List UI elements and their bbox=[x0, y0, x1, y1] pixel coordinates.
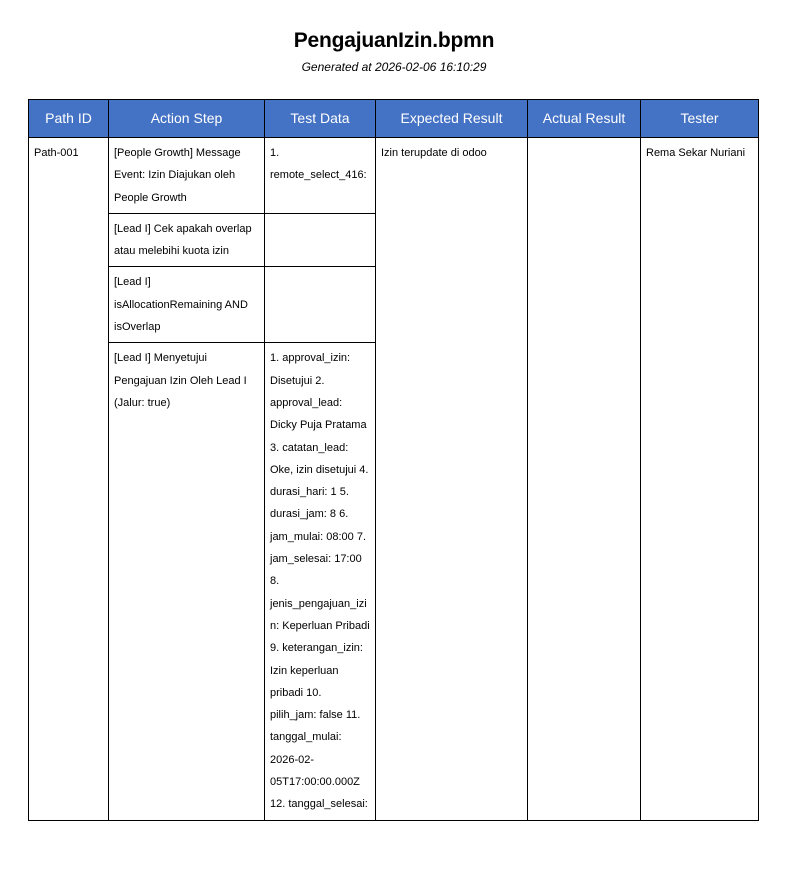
cell-action-step: [Lead I] Cek apakah overlap atau melebihi kuota izin bbox=[109, 213, 265, 267]
table-body bbox=[29, 138, 759, 821]
cell-tester: Rema Sekar Nuriani bbox=[641, 138, 759, 821]
cell-test-data bbox=[265, 213, 376, 267]
cell-path-id: Path-001 bbox=[29, 138, 109, 821]
cell-action-step: [Lead I] isAllocationRemaining AND isOverlap bbox=[109, 267, 265, 343]
cell-test-data bbox=[265, 267, 376, 343]
cell-test-data: 1. approval_izin: Disetujui 2. approval_lead: Dicky Puja Pratama 3. catatan_lead: Oke, izin disetujui 4. durasi_hari: 1 5. durasi_jam: 8 6. jam_mulai: 08:00 7. jam_selesai: 17:00 8. jenis_pengajuan_izin: Keperluan Pribadi 9. keterangan_izin: Izin keperluan pribadi 10. pilih_jam: false 11. tanggal_mulai: 2026-02-05T17:00:00.000Z 12. tanggal_selesai: bbox=[265, 343, 376, 820]
generated-timestamp: Generated at 2026-02-06 16:10:29 bbox=[301, 60, 487, 74]
page-title: PengajuanIzin.bpmn bbox=[293, 29, 495, 52]
table-header bbox=[29, 100, 759, 138]
table-header-row bbox=[29, 100, 759, 138]
column-header-path-id: Path ID bbox=[29, 100, 109, 138]
cell-action-step: [Lead I] Menyetujui Pengajuan Izin Oleh Lead I (Jalur: true) bbox=[109, 343, 265, 820]
cell-action-step: [People Growth] Message Event: Izin Diajukan oleh People Growth bbox=[109, 138, 265, 214]
column-header-tester: Tester bbox=[641, 100, 759, 138]
column-header-test-data: Test Data bbox=[265, 100, 376, 138]
cell-actual-result bbox=[528, 138, 641, 821]
cell-test-data: 1. remote_select_416: bbox=[265, 138, 376, 214]
table-row bbox=[29, 138, 759, 214]
test-case-table-wrapper bbox=[28, 99, 758, 821]
column-header-expected-result: Expected Result bbox=[376, 100, 528, 138]
column-header-actual-result: Actual Result bbox=[528, 100, 641, 138]
column-header-action-step: Action Step bbox=[109, 100, 265, 138]
cell-expected-result: Izin terupdate di odoo bbox=[376, 138, 528, 821]
test-case-table bbox=[28, 99, 759, 821]
